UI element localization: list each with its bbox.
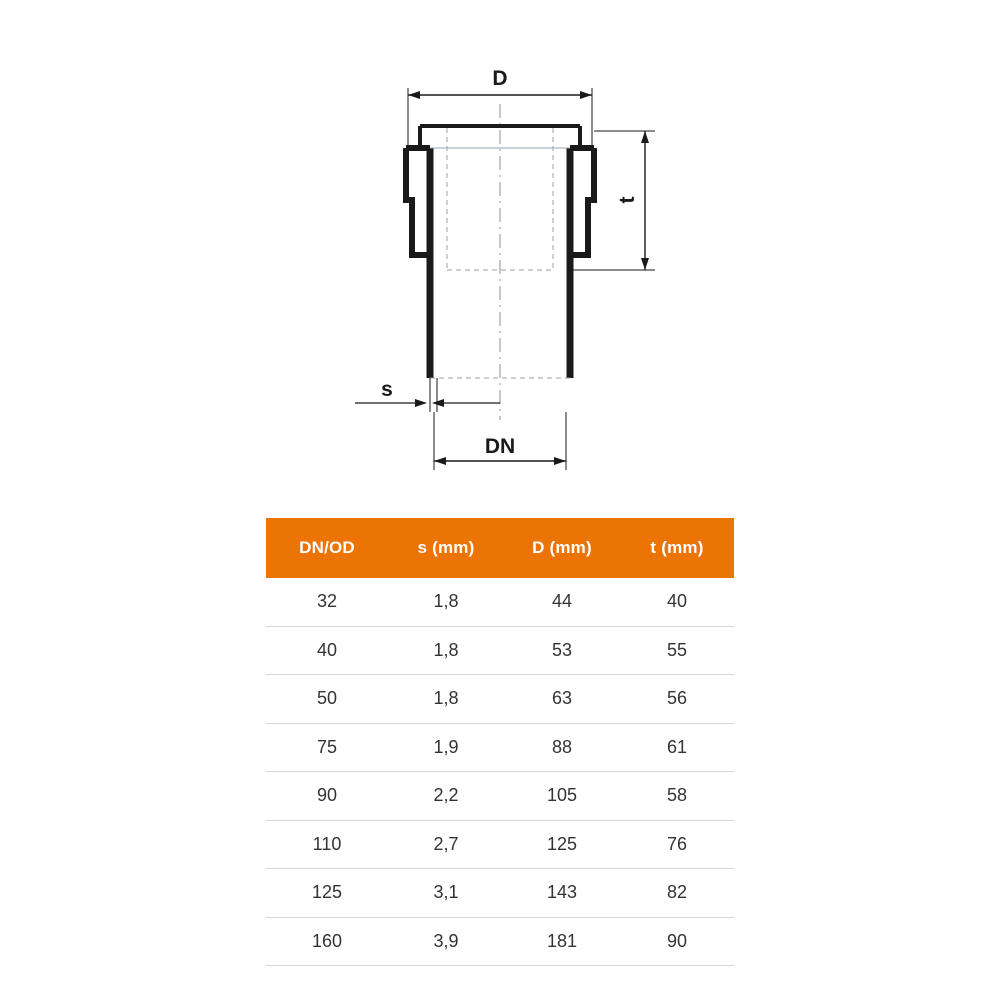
dimension-arrow-icon: [415, 399, 427, 407]
cell-dn-od: 75: [266, 723, 388, 772]
cell-dn-od: 125: [266, 869, 388, 918]
cell-dn-od: 160: [266, 917, 388, 966]
cell-s: 2,2: [388, 772, 504, 821]
cell-d: 125: [504, 820, 620, 869]
label-d: D: [492, 67, 508, 90]
cell-dn-od: 32: [266, 578, 388, 626]
cell-d: 63: [504, 675, 620, 724]
dimension-arrow-icon: [554, 457, 566, 465]
column-header-dn-od: DN/OD: [266, 518, 388, 578]
label-dn: DN: [484, 435, 516, 458]
table-row: [266, 820, 734, 869]
cell-t: 90: [620, 917, 734, 966]
cell-dn-od: 110: [266, 820, 388, 869]
cell-s: 1,8: [388, 578, 504, 626]
cell-d: 105: [504, 772, 620, 821]
dimension-arrow-icon: [580, 91, 592, 99]
cell-dn-od: 50: [266, 675, 388, 724]
cell-t: 76: [620, 820, 734, 869]
cell-s: 2,7: [388, 820, 504, 869]
cell-s: 3,9: [388, 917, 504, 966]
table-header-row: [266, 518, 734, 578]
table-row: [266, 723, 734, 772]
cell-s: 1,8: [388, 626, 504, 675]
cell-t: 55: [620, 626, 734, 675]
cell-d: 88: [504, 723, 620, 772]
dimension-arrow-icon: [408, 91, 420, 99]
cell-t: 82: [620, 869, 734, 918]
bell-profile-right: [570, 148, 594, 255]
table-row: [266, 578, 734, 626]
cell-t: 61: [620, 723, 734, 772]
cell-t: 40: [620, 578, 734, 626]
dimension-arrow-icon: [641, 131, 649, 143]
dimension-arrow-icon: [434, 457, 446, 465]
cell-d: 181: [504, 917, 620, 966]
cell-s: 1,8: [388, 675, 504, 724]
cell-s: 3,1: [388, 869, 504, 918]
dimension-arrow-icon: [641, 258, 649, 270]
cell-t: 58: [620, 772, 734, 821]
table-row: [266, 626, 734, 675]
cell-d: 53: [504, 626, 620, 675]
column-header-d: D (mm): [504, 518, 620, 578]
label-s: s: [381, 378, 393, 401]
cell-d: 143: [504, 869, 620, 918]
dimension-arrow-icon: [432, 399, 444, 407]
bell-profile-left: [406, 148, 430, 255]
cell-t: 56: [620, 675, 734, 724]
cell-s: 1,9: [388, 723, 504, 772]
table-row: [266, 772, 734, 821]
column-header-t: t (mm): [620, 518, 734, 578]
table-row: [266, 917, 734, 966]
cell-dn-od: 40: [266, 626, 388, 675]
table-row: [266, 675, 734, 724]
label-t: t: [616, 196, 639, 204]
dimension-table: [266, 518, 734, 966]
cell-d: 44: [504, 578, 620, 626]
column-header-s: s (mm): [388, 518, 504, 578]
cell-dn-od: 90: [266, 772, 388, 821]
table-row: [266, 869, 734, 918]
